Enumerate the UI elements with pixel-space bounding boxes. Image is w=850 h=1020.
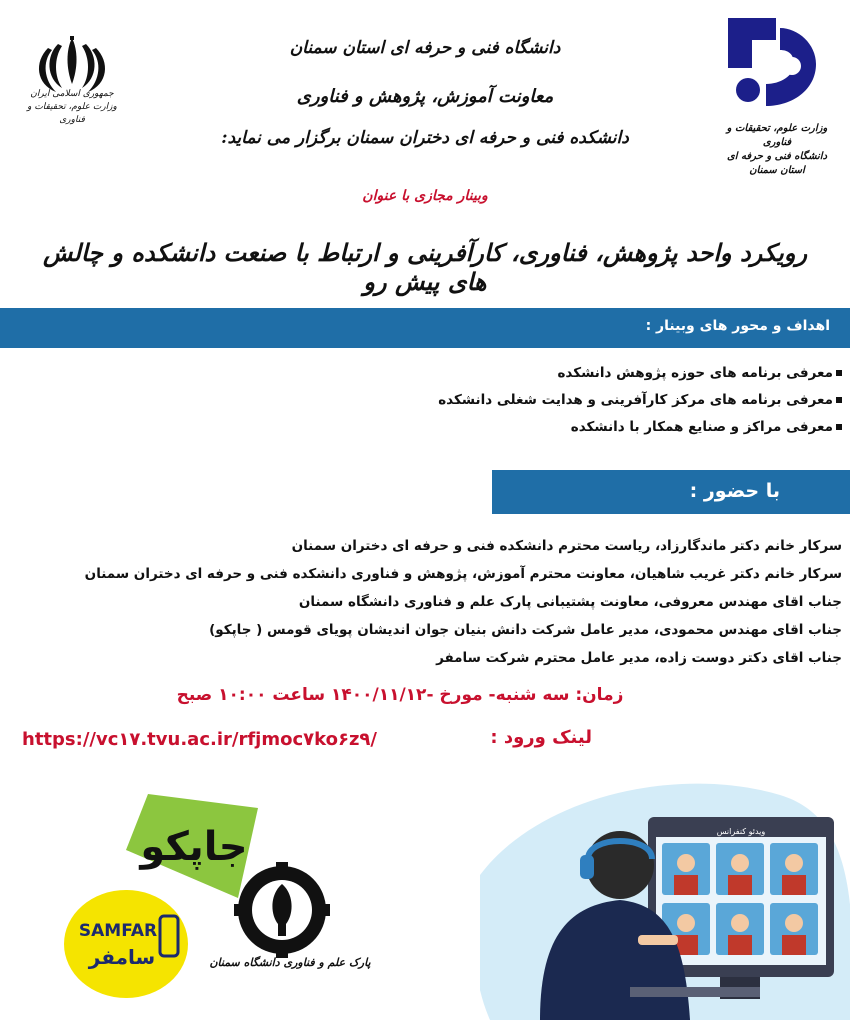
organizer-line: دانشکده فنی و حرفه ای دختران سمنان برگزار می نماید: — [221, 128, 629, 148]
bullet-icon — [836, 424, 842, 430]
deputy-name: معاونت آموزش، پژوهش و فناوری — [296, 86, 554, 107]
iran-caption-line1: جمهوری اسلامی ایران — [30, 89, 114, 99]
goal-item — [438, 392, 842, 408]
event-time: زمان: سه شنبه- مورخ -۱۴۰۰/۱۱/۱۲ ساعت ۱۰:۰۰ صبح — [176, 685, 624, 705]
goal-text: معرفی مراکز و صنایع همکار با دانشکده — [570, 419, 833, 435]
tvu-logo-icon — [718, 10, 826, 110]
samfar-logo-icon — [62, 888, 190, 1000]
goals-title: اهداف و محور های وبینار : — [645, 318, 830, 334]
presence-header-bar — [492, 470, 850, 514]
goal-item — [557, 365, 842, 381]
guest-item: سرکار خانم دکتر ماندگارزاد، ریاست محترم دانشکده فنی و حرفه ای دختران سمنان — [291, 538, 842, 554]
goal-text: معرفی برنامه های حوزه پژوهش دانشکده — [557, 365, 833, 381]
screen-label: ویدئو کنفرانس — [716, 827, 766, 836]
science-park-logo-icon — [232, 858, 332, 968]
jaapco-text: جاپکو — [140, 824, 248, 870]
guest-item: جناب اقای دکتر دوست زاده، مدیر عامل محترم شرکت سامفر — [436, 650, 842, 666]
tvu-logo-caption — [718, 122, 836, 178]
guest-item: جناب اقای مهندس معروفی، معاونت پشتیبانی پارک علم و فناوری دانشگاه سمنان — [298, 594, 842, 610]
iran-emblem-caption — [16, 88, 128, 127]
iran-caption-line2: وزارت علوم، تحقیقات و فناوری — [27, 102, 117, 125]
bullet-icon — [836, 370, 842, 376]
goals-header-bar — [0, 308, 850, 348]
guest-item: سرکار خانم دکتر غریب شاهیان، معاونت محترم آموزش، پژوهش و فناوری دانشکده فنی و حرفه ای دختران سمنان — [84, 566, 842, 582]
join-link-label: لینک ورود : — [490, 727, 592, 748]
university-name: دانشگاه فنی و حرفه ای استان سمنان — [289, 38, 561, 58]
video-conference-illustration — [480, 755, 850, 1020]
webinar-subtitle: وبینار مجازی با عنوان — [362, 188, 488, 204]
science-park-caption: پارک علم و فناوری دانشگاه سمنان — [209, 956, 371, 969]
tvu-caption-line3: استان سمنان — [749, 165, 805, 176]
tvu-caption-line2: دانشگاه فنی و حرفه ای — [726, 151, 828, 162]
goal-text: معرفی برنامه های مرکز کارآفرینی و هدایت شغلی دانشکده — [438, 392, 833, 408]
guest-item: جناب اقای مهندس محمودی، مدیر عامل شرکت دانش بنیان جوان اندیشان پویای قومس ( جاپکو) — [209, 622, 842, 638]
tvu-caption-line1: وزارت علوم، تحقیقات و فناوری — [726, 123, 828, 148]
samfar-fa: سامفر — [88, 945, 156, 969]
join-link-url[interactable]: https://vc۱۷.tvu.ac.ir/rfjmoc۷ko۶z۹/ — [22, 729, 377, 750]
samfar-en: SAMFAR — [78, 921, 158, 941]
webinar-title: رویکرد واحد پژوهش، فناوری، کارآفرینی و ارتباط با صنعت دانشکده و چالش های پیش رو — [42, 238, 808, 296]
presence-title: با حضور : — [689, 480, 780, 502]
bullet-icon — [836, 397, 842, 403]
goal-item — [571, 419, 842, 435]
